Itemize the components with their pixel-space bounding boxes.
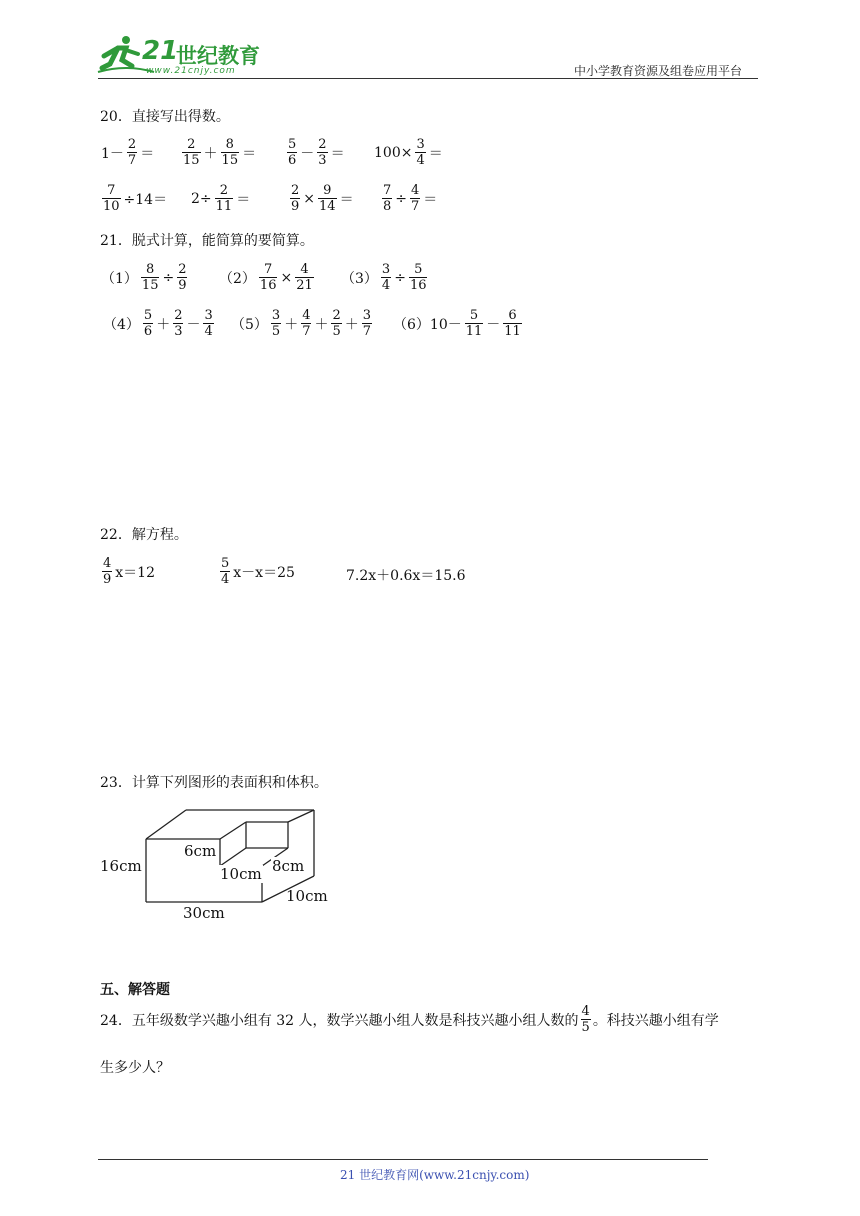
q21-item-2	[218, 262, 316, 293]
fraction-denominator: 7	[362, 324, 372, 339]
expr-text: 2÷	[191, 190, 212, 207]
fraction	[415, 137, 425, 168]
q20-item-6	[190, 183, 251, 214]
fraction-denominator: 16	[409, 278, 427, 293]
q23-title: 23．计算下列图形的表面积和体积。	[100, 775, 328, 791]
fraction	[362, 308, 372, 339]
header-divider	[98, 78, 758, 79]
fraction	[259, 262, 278, 293]
fraction	[381, 262, 391, 293]
fraction	[287, 137, 297, 168]
fraction-denominator: 15	[141, 278, 159, 293]
fraction-denominator: 6	[288, 153, 297, 168]
expr-text: ×	[280, 269, 293, 286]
fraction-numerator: 4	[300, 262, 309, 277]
q20-item-1	[100, 137, 155, 168]
fraction	[409, 262, 428, 293]
top-left-depth	[146, 810, 186, 839]
fraction	[177, 262, 187, 293]
fraction-numerator: 3	[362, 308, 372, 323]
fraction-denominator: 4	[416, 153, 425, 168]
label-cut-depth: 8cm	[272, 857, 305, 875]
fraction-numerator: 7	[264, 262, 273, 277]
expr-text: 1－	[101, 145, 124, 162]
fraction-numerator: 2	[187, 137, 196, 152]
expr-text: ＝	[423, 191, 438, 208]
fraction-numerator: 2	[332, 308, 341, 323]
fraction-denominator: 14	[319, 199, 336, 214]
fraction-denominator: 11	[465, 324, 483, 339]
expr-text: －	[300, 145, 315, 162]
expr-text: 100×	[374, 144, 413, 161]
fraction-numerator: 2	[127, 137, 137, 152]
q21-item-3	[340, 262, 429, 293]
q21-item-6	[392, 308, 524, 339]
expr-text: －	[486, 316, 501, 333]
fraction	[295, 262, 314, 293]
logo-number: 21	[142, 36, 179, 66]
fraction-numerator: 5	[143, 308, 153, 323]
fraction-denominator: 4	[204, 324, 213, 339]
fraction-numerator: 6	[508, 308, 517, 323]
label-length: 30cm	[183, 904, 225, 922]
fraction-numerator: 2	[174, 308, 183, 323]
fraction	[331, 308, 341, 339]
fraction	[203, 308, 213, 339]
fraction-denominator: 11	[215, 199, 233, 214]
q21-title: 21．脱式计算，能简算的要简算。	[100, 233, 314, 249]
fraction-denominator: 11	[504, 324, 521, 339]
cut-bottom-left-depth	[220, 848, 246, 866]
q22-item-1	[100, 556, 156, 587]
fraction-numerator: 3	[416, 137, 425, 152]
label-height: 16cm	[100, 857, 142, 875]
expr-text: ＝	[330, 145, 345, 162]
fraction-numerator: 4	[302, 308, 311, 323]
header-platform-text: 中小学教育资源及组卷应用平台	[574, 64, 743, 78]
fraction-denominator: 3	[174, 324, 183, 339]
fraction-numerator: 3	[204, 308, 213, 323]
fraction-numerator: 3	[271, 308, 281, 323]
fraction-denominator: 9	[103, 572, 112, 587]
expr-text: ÷	[395, 190, 408, 207]
q20-item-5	[100, 183, 168, 214]
fraction	[102, 183, 121, 214]
fraction-numerator: 5	[469, 308, 479, 323]
fraction	[102, 556, 112, 587]
q20-title: 20．直接写出得数。	[100, 109, 230, 125]
expr-text: （4）	[103, 316, 140, 333]
fraction-numerator: 3	[381, 262, 391, 277]
fraction	[141, 262, 160, 293]
expr-text: ＝	[236, 191, 251, 208]
expr-text: （3）	[341, 270, 378, 287]
q20-item-2	[180, 137, 257, 168]
fraction-numerator: 8	[146, 262, 155, 277]
logo-text: 世纪教育	[176, 44, 260, 68]
label-depth: 10cm	[286, 887, 328, 905]
expr-text: ÷14＝	[123, 191, 168, 208]
fraction-numerator: 7	[107, 183, 116, 198]
label-cut-width: 10cm	[220, 865, 262, 883]
fraction	[215, 183, 234, 214]
footer-divider	[98, 1159, 708, 1160]
expr-text: ＋	[344, 316, 359, 333]
fraction-denominator: 10	[103, 199, 120, 214]
q21-item-4	[102, 308, 216, 339]
expr-text: x＝12	[115, 564, 155, 581]
fraction-denominator: 5	[332, 324, 341, 339]
expr-text: ÷	[394, 269, 406, 286]
expr-text: ＝	[140, 145, 155, 162]
fraction-numerator: 4	[103, 556, 112, 571]
expr-text: （6）10－	[393, 316, 462, 333]
fraction-numerator: 2	[178, 262, 187, 277]
fraction-numerator: 2	[219, 183, 229, 198]
section-5-title: 五、解答题	[100, 982, 170, 998]
expr-text: 7.2x＋0.6x＝15.6	[346, 568, 466, 584]
fraction	[143, 308, 153, 339]
fraction-numerator: 9	[323, 183, 332, 198]
label-cut-height: 6cm	[184, 842, 217, 860]
fraction-denominator: 4	[221, 572, 230, 587]
fraction-denominator: 5	[271, 324, 281, 339]
expr-text: x－x＝25	[233, 564, 295, 581]
fraction-numerator: 5	[414, 262, 423, 277]
fraction	[220, 556, 230, 587]
fraction-numerator: 7	[383, 183, 392, 198]
fraction	[271, 308, 281, 339]
fraction-denominator: 9	[178, 278, 187, 293]
fraction-denominator: 9	[291, 199, 300, 214]
q20-item-4	[373, 137, 444, 168]
q20-item-7	[288, 183, 355, 214]
fraction	[127, 137, 137, 168]
cut-top-left-depth	[220, 822, 246, 839]
fraction-denominator: 16	[259, 278, 277, 293]
fraction-numerator: 5	[288, 137, 297, 152]
expr-text: ＋	[314, 316, 329, 333]
fraction-numerator: 8	[225, 137, 234, 152]
fraction	[182, 137, 201, 168]
q21-item-1	[100, 262, 189, 293]
q24-line-2: 生多少人？	[100, 1060, 170, 1076]
header-logo	[96, 34, 266, 78]
expr-text: （2）	[219, 270, 256, 287]
expr-text: ÷	[162, 269, 175, 286]
q24-fraction-numerator: 4	[581, 1004, 590, 1019]
expr-text: （5）	[231, 316, 268, 333]
q22-title: 22．解方程。	[100, 527, 188, 543]
fraction-denominator: 8	[383, 199, 392, 214]
fraction	[382, 183, 392, 214]
expr-text: ＝	[428, 145, 443, 162]
fraction-denominator: 15	[183, 153, 200, 168]
expr-text: ＋	[203, 145, 218, 162]
q22-item-2	[218, 556, 296, 587]
fraction	[221, 137, 240, 168]
fraction-numerator: 4	[411, 183, 420, 198]
fraction-numerator: 2	[291, 183, 300, 198]
expr-text: ＋	[284, 316, 299, 333]
fraction-denominator: 7	[127, 153, 137, 168]
q24-fraction-denominator: 5	[581, 1020, 590, 1035]
expr-text: －	[186, 316, 201, 333]
q24-line-1	[100, 1004, 719, 1035]
fraction	[318, 183, 337, 214]
fraction-denominator: 7	[411, 199, 420, 214]
fraction	[410, 183, 420, 214]
expr-text: ＋	[156, 316, 171, 333]
fraction-numerator: 5	[221, 556, 230, 571]
fraction	[465, 308, 484, 339]
fraction	[301, 308, 311, 339]
expr-text: （1）	[101, 270, 138, 287]
fraction-denominator: 6	[143, 324, 153, 339]
fraction	[317, 137, 327, 168]
logo-url: www.21cnjy.com	[146, 66, 236, 76]
q24-text-after: 。科技兴趣小组有学	[592, 1012, 719, 1029]
fraction-denominator: 21	[296, 278, 313, 293]
expr-text: ×	[303, 190, 316, 207]
fraction-denominator: 7	[302, 324, 311, 339]
q20-item-3	[285, 137, 346, 168]
fraction-numerator: 2	[318, 137, 327, 152]
fraction-denominator: 3	[318, 153, 327, 168]
fraction-denominator: 4	[381, 278, 391, 293]
cut-top-right-depth	[288, 810, 314, 822]
expr-text: ＝	[242, 145, 257, 162]
q20-item-8	[380, 183, 438, 214]
fraction	[503, 308, 522, 339]
q24-fraction	[581, 1004, 591, 1035]
fraction-denominator: 15	[221, 153, 239, 168]
footer-text: 21 世纪教育网(www.21cnjy.com)	[340, 1168, 530, 1182]
q22-item-3	[345, 565, 467, 585]
q21-item-5	[230, 308, 374, 339]
fraction	[290, 183, 300, 214]
expr-text: ＝	[339, 191, 354, 208]
fraction	[173, 308, 183, 339]
q24-text-before: 24．五年级数学兴趣小组有 32 人，数学兴趣小组人数是科技兴趣小组人数的	[100, 1012, 579, 1029]
